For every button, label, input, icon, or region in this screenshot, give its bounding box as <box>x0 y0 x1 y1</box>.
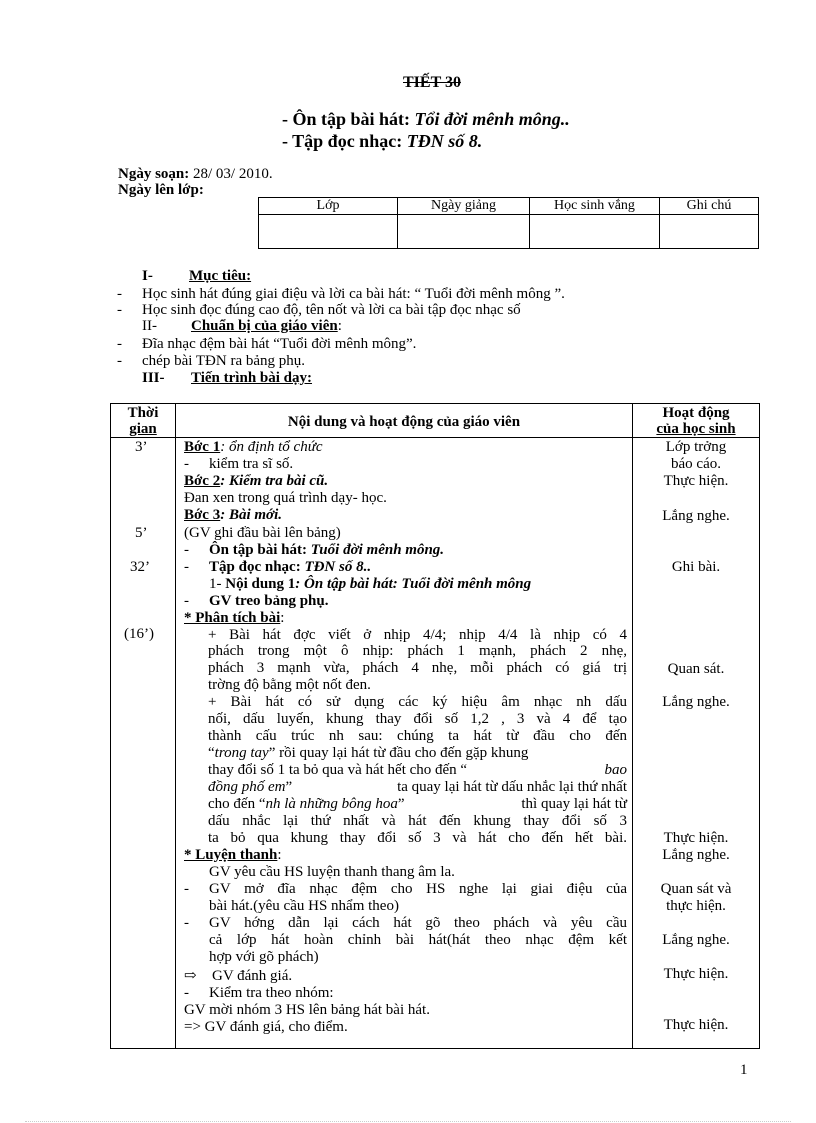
time-header-line2: gian <box>129 421 157 437</box>
analysis-heading <box>184 610 284 627</box>
topic-sight-reading <box>282 131 482 151</box>
review-song-line <box>184 542 445 559</box>
page-bottom-rule <box>25 1121 791 1122</box>
lesson-table <box>110 403 760 1049</box>
topic-sight-title: TĐN số 8. <box>406 131 483 151</box>
step1-text: : ổn định tổ chức <box>220 439 323 455</box>
time-value: (16’) <box>124 626 154 642</box>
practice-item: GV yêu cầu HS luyện thanh thang âm la. <box>209 864 455 880</box>
student-activity: Thực hiện. <box>663 966 729 982</box>
class-table-cell[interactable] <box>530 215 660 249</box>
prep-date-value: 28/ 03/ 2010. <box>189 166 273 182</box>
preparation-item: chép bài TĐN ra bảng phụ. <box>142 353 306 369</box>
content1-line <box>209 576 531 593</box>
step1-item <box>184 456 294 473</box>
analysis-para2-line <box>208 745 627 762</box>
quote-close: ” <box>285 779 293 795</box>
practice-colon: : <box>277 847 282 863</box>
analysis-para2-line: + Bài hát có sử dụng các ký hiệu âm nhạc nh dấu <box>208 694 627 710</box>
objective-item: Học sinh đọc đúng cao độ, tên nốt và lời ca bài tập đọc nhạc số <box>142 302 521 318</box>
student-activity: Lớp trởng <box>665 439 727 455</box>
class-table-header: Ghi chú <box>660 198 759 215</box>
class-table-header: Ngày giảng <box>398 198 530 215</box>
group-call-line: GV mời nhóm 3 HS lên bảng hát bài hát. <box>184 1002 430 1018</box>
quote-bong-hoa: nh là những bông hoa <box>265 796 398 812</box>
analysis-para2-line: nối, dấu luyến, khung thay đổi số 1,2 , 3 và 4 để tạo <box>208 711 627 727</box>
dash: - <box>184 559 189 575</box>
step1-line <box>184 439 323 456</box>
analysis-para2-line: ta bỏ qua khung thay đổi số 3 và hát cho đến hết bài. <box>208 830 627 846</box>
dash: - <box>184 985 189 1001</box>
group-check-text: Kiểm tra theo nhóm: <box>209 985 334 1001</box>
class-info-table <box>258 197 759 249</box>
topic-review-title: Tổi đời mênh mông.. <box>414 109 570 129</box>
class-table-cell[interactable] <box>660 215 759 249</box>
step1-item-text: kiểm tra sĩ số. <box>209 456 294 472</box>
board-text: GV treo bảng phụ. <box>209 593 329 609</box>
analysis-label: * Phân tích bài <box>184 610 281 626</box>
para2-text: ta quay lại hát từ dấu nhắc lại thứ nhất <box>397 779 627 795</box>
arrow-right-icon: ⇨ <box>184 968 197 984</box>
practice-label: * Luyện thanh <box>184 847 278 863</box>
step3-line <box>184 507 282 524</box>
preparation-title: Chuẩn bị của giáo viên <box>191 318 338 334</box>
student-header-line1: Hoạt động <box>662 405 730 421</box>
content-column-header: Nội dung và hoạt động của giáo viên <box>287 414 521 430</box>
practice-dash: - <box>184 881 189 897</box>
quote-trong-tay: trong tay <box>214 745 269 761</box>
tdn-title: TĐN số 8.. <box>304 559 372 575</box>
quote-dong-pho-em: đồng phố em <box>208 779 286 795</box>
tdn-line <box>184 559 372 576</box>
procedure-title: Tiến trình bài dạy: <box>191 370 313 386</box>
preparation-dash: - <box>117 336 122 352</box>
teach-date-label: Ngày lên lớp: <box>118 182 204 198</box>
time-value: 3’ <box>135 439 148 455</box>
step2-line <box>184 473 328 490</box>
step1-label: Bớc 1 <box>184 439 221 455</box>
board-line <box>184 593 329 610</box>
step3-item: (GV ghi đầu bài lên bảng) <box>184 525 341 541</box>
practice-item: bài hát.(yêu cầu HS nhẩm theo) <box>209 898 399 914</box>
review-title: Tuổi đời mênh mông. <box>310 542 445 558</box>
practice-item: cả lớp hát hoàn chỉnh bài hát(hát theo nhạc đệm kết <box>209 932 627 948</box>
class-table-header: Học sinh vắng <box>530 198 660 215</box>
student-activity: Quan sát. <box>667 661 725 677</box>
student-column <box>633 404 759 1044</box>
practice-heading <box>184 847 282 864</box>
preparation-heading <box>142 318 342 335</box>
topic-review-song <box>282 109 570 129</box>
quote-close-text: ” rồi quay lại hát từ đầu cho đến gặp khung <box>268 745 529 761</box>
quote-prefix: cho đến “ <box>208 796 266 812</box>
time-header-line1: Thời <box>127 405 159 421</box>
analysis-para1-line: + Bài hát đợc viết ở nhịp 4/4; nhịp 4/4 là nhịp có 4 <box>208 627 627 643</box>
page-number: 1 <box>740 1062 748 1078</box>
student-header-line2: của học sinh <box>656 421 736 437</box>
group-check-line <box>184 985 334 1002</box>
prep-date-label: Ngày soạn: <box>118 166 190 182</box>
tdn-prefix: Tập đọc nhạc: <box>209 559 305 575</box>
student-activity: Lắng nghe. <box>662 932 730 948</box>
para2-text: thay đổi số 1 ta bỏ qua và hát hết cho đến “ <box>208 762 468 778</box>
time-value: 5’ <box>135 525 148 541</box>
student-activity: Quan sát và <box>660 881 732 897</box>
objectives-heading <box>142 268 252 285</box>
step2-item: Đan xen trong quá trình dạy- học. <box>184 490 387 506</box>
step2-label: Bớc 2 <box>184 473 221 489</box>
preparation-title-wrap <box>191 318 342 335</box>
time-value: 32’ <box>130 559 150 575</box>
preparation-number: II- <box>142 318 157 334</box>
class-table-header-row <box>259 198 759 215</box>
student-activity: thực hiện. <box>666 898 726 914</box>
class-table-header: Lớp <box>259 198 398 215</box>
preparation-colon: : <box>337 318 342 334</box>
student-activity: Thực hiện. <box>663 830 729 846</box>
procedure-heading <box>142 370 313 387</box>
quote-bao: bao <box>604 762 627 778</box>
class-table-cell[interactable] <box>398 215 530 249</box>
objective-dash: - <box>117 286 122 302</box>
topic-sight-prefix: - Tập đọc nhạc: <box>282 131 407 151</box>
practice-item: GV hớng dẫn lại cách hát gõ theo phách và yêu cầu <box>209 915 627 931</box>
student-activity: Lắng nghe. <box>662 847 730 863</box>
content1-prefix: 1- <box>209 576 226 592</box>
content1-text: : Ôn tập bài hát: Tuổi đời mênh mông <box>295 576 532 592</box>
dash: - <box>184 542 189 558</box>
objectives-title: Mục tiêu: <box>189 268 252 284</box>
analysis-para2-line: dấu nhắc lại thứ nhất và hát đến khung thay đổi số 3 <box>208 813 627 829</box>
preparation-dash: - <box>117 353 122 369</box>
preparation-item: Đĩa nhạc đệm bài hát “Tuổi đời mênh mông”. <box>142 336 417 352</box>
analysis-para2-line: thành cấu trúc nh sau: chúng ta hát từ đầu cho đến <box>208 728 627 744</box>
analysis-para2-line <box>208 762 627 779</box>
objective-item: Học sinh hát đúng giai điệu và lời ca bài hát: “ Tuổi đời mênh mông ”. <box>142 286 565 302</box>
para2-text: thì quay lại hát từ <box>521 796 627 812</box>
content1-label: Nội dung 1 <box>225 576 296 592</box>
step3-text: : Bài mới. <box>220 507 283 523</box>
objective-dash: - <box>117 302 122 318</box>
analysis-para1-line: phách trong một ô nhịp: phách 1 mạnh, phách 2 nhẹ, <box>208 643 627 659</box>
analysis-para2-line <box>208 796 627 813</box>
analysis-para1-line: phách 3 mạnh vừa, phách 4 nhẹ, mỗi phách có giá trị <box>208 660 627 676</box>
time-column <box>111 404 175 1044</box>
step2-text: : Kiểm tra bài cũ. <box>220 473 329 489</box>
student-activity: Thực hiện. <box>663 1017 729 1033</box>
practice-item: hợp với gõ phách) <box>209 949 319 965</box>
eval-text: GV đánh giá. <box>212 968 293 984</box>
objectives-number: I- <box>142 268 153 284</box>
dash: - <box>184 456 189 472</box>
student-activity: Lắng nghe. <box>662 508 730 524</box>
student-activity: báo cáo. <box>671 456 721 472</box>
analysis-para2-line <box>208 779 627 796</box>
quote-open: “ <box>208 745 215 761</box>
class-table-cell[interactable] <box>259 215 398 249</box>
topic-review-prefix: - Ôn tập bài hát: <box>282 109 415 129</box>
prep-date <box>118 166 273 183</box>
content-column <box>184 404 627 1044</box>
student-activity: Ghi bài. <box>671 559 721 575</box>
quote-close: ” <box>397 796 405 812</box>
lesson-table-divider <box>175 404 176 1048</box>
practice-item: GV mở đĩa nhạc đệm cho HS nghe lại giai điệu của <box>209 881 627 897</box>
student-activity: Thực hiện. <box>663 473 729 489</box>
student-activity: Lắng nghe. <box>662 694 730 710</box>
class-table-row <box>259 215 759 249</box>
practice-dash: - <box>184 915 189 931</box>
eval-final-line: => GV đánh giá, cho điểm. <box>184 1019 348 1035</box>
review-prefix: Ôn tập bài hát: <box>209 542 311 558</box>
analysis-para1-line: trờng độ bằng một nốt đen. <box>208 677 371 693</box>
lesson-number: TIẾT 30 <box>403 74 461 91</box>
eval-line <box>184 968 293 985</box>
analysis-colon: : <box>280 610 285 626</box>
procedure-number: III- <box>142 370 165 386</box>
dash: - <box>184 593 189 609</box>
step3-label: Bớc 3 <box>184 507 221 523</box>
